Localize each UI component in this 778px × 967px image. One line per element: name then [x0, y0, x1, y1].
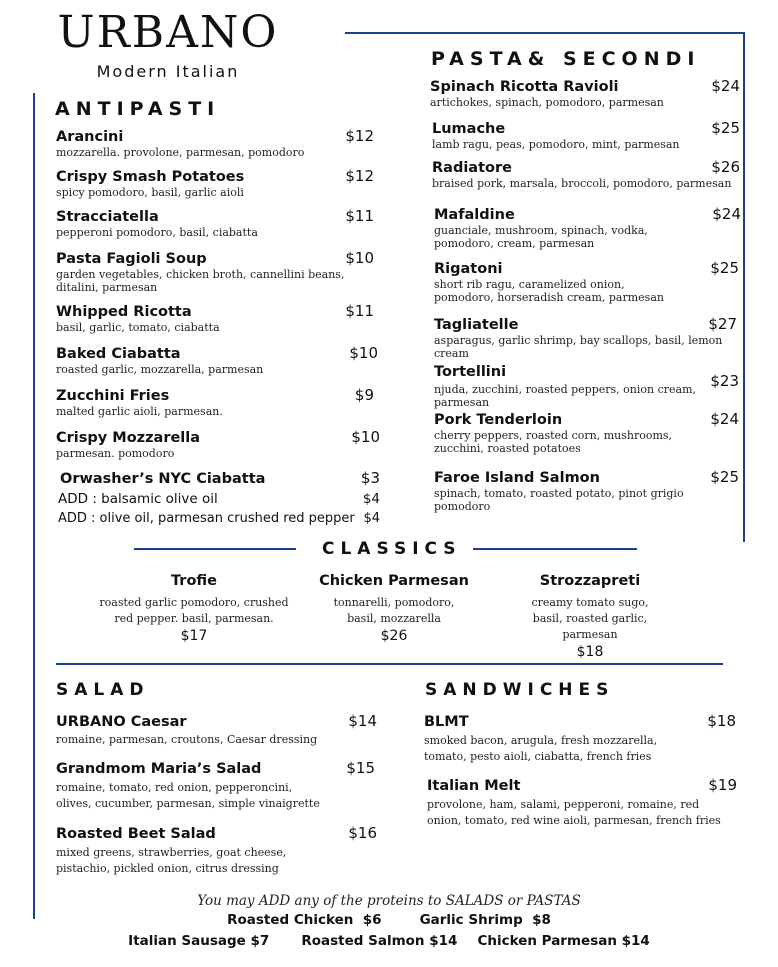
addon-label: ADD : balsamic olive oil	[58, 491, 218, 507]
menu-item	[424, 712, 736, 765]
menu-item	[56, 249, 374, 294]
menu-item	[432, 119, 740, 152]
protein-option: Italian Sausage $7	[128, 933, 270, 949]
item-name: BLMT	[424, 714, 469, 730]
brand-header	[55, 8, 281, 82]
item-description: artichokes, spinach, pomodoro, parmesan	[430, 96, 664, 109]
antipasti-title: ANTIPASTI	[55, 98, 221, 120]
item-price: $17	[180, 628, 208, 644]
item-price: $16	[348, 824, 377, 842]
menu-item	[56, 127, 374, 160]
item-name: Crispy Smash Potatoes	[56, 169, 245, 185]
item-price: $10	[349, 344, 378, 362]
item-name: Roasted Beet Salad	[56, 826, 216, 842]
menu-item	[56, 712, 377, 747]
item-name: Rigatoni	[434, 261, 503, 277]
classics-title: CLASSICS	[322, 539, 462, 559]
addon-line	[58, 511, 380, 526]
item-description: spinach, tomato, roasted potato, pinot grigio pomodoro	[434, 487, 684, 513]
item-price: $24	[711, 77, 740, 95]
protein-addon-note: You may ADD any of the proteins to SALADS or PASTAS	[197, 893, 581, 909]
item-price: $23	[710, 372, 739, 390]
pasta-title: PASTA& SECONDI	[431, 48, 701, 70]
item-description: spicy pomodoro, basil, garlic aioli	[56, 186, 244, 199]
item-description: short rib ragu, caramelized onion, pomodoro, horseradish cream, parmesan	[434, 278, 664, 304]
item-name: Spinach Ricotta Ravioli	[430, 79, 619, 95]
addon-price: $4	[362, 491, 380, 507]
menu-item	[56, 386, 374, 419]
menu-item	[434, 315, 737, 360]
menu-item	[434, 259, 739, 304]
protein-option: Roasted Salmon $14	[301, 933, 458, 949]
item-price: $19	[708, 776, 737, 794]
item-price: $27	[708, 315, 737, 333]
item-description: romaine, parmesan, croutons, Caesar dressing	[56, 733, 318, 746]
item-description: smoked bacon, arugula, fresh mozzarella, tomato, pesto aioli, ciabatta, french fries	[424, 734, 658, 763]
addon-label: ADD : olive oil, parmesan crushed red pepper	[58, 511, 355, 526]
item-name: Stracciatella	[56, 209, 159, 225]
item-price: $15	[346, 759, 375, 777]
item-price: $25	[711, 119, 740, 137]
item-description: cherry peppers, roasted corn, mushrooms, zucchini, roasted potatoes	[434, 429, 673, 455]
item-price: $18	[707, 712, 736, 730]
classic-item	[500, 573, 680, 660]
classic-item	[309, 573, 479, 644]
menu-item	[430, 77, 740, 110]
protein-option: Chicken Parmesan $14	[477, 933, 650, 949]
item-description: malted garlic aioli, parmesan.	[56, 405, 223, 418]
menu-item	[56, 428, 380, 461]
classics-rule-right	[473, 548, 637, 550]
protein-option: Roasted Chicken $6	[227, 912, 382, 928]
addon-line	[58, 491, 380, 507]
classic-item	[99, 573, 289, 644]
protein-options-line-1	[0, 912, 778, 928]
classics-rule-left	[134, 548, 296, 550]
item-name: Crispy Mozzarella	[56, 430, 201, 446]
item-price: $24	[710, 410, 739, 428]
menu-item	[56, 207, 374, 240]
item-name: Tortellini	[434, 364, 507, 380]
item-price: $18	[576, 644, 604, 660]
item-name: Pork Tenderloin	[434, 412, 563, 428]
protein-option: Garlic Shrimp $8	[419, 912, 551, 928]
menu-item	[434, 410, 739, 455]
item-description: roasted garlic, mozzarella, parmesan	[56, 363, 264, 376]
item-price: $25	[710, 259, 739, 277]
item-description: basil, garlic, tomato, ciabatta	[56, 321, 220, 334]
section-divider	[56, 663, 723, 665]
item-price: $25	[710, 468, 739, 486]
menu-item	[434, 468, 739, 513]
item-name: Italian Melt	[427, 778, 521, 794]
menu-item	[60, 469, 380, 487]
restaurant-tagline: Modern Italian	[96, 62, 240, 81]
item-price: $12	[345, 167, 374, 185]
item-description: roasted garlic pomodoro, crushed red pepper. basil, parmesan.	[99, 596, 289, 625]
salad-title: SALAD	[56, 680, 150, 700]
item-name: Trofie	[171, 573, 217, 589]
item-description: guanciale, mushroom, spinach, vodka, pomodoro, cream, parmesan	[434, 224, 648, 250]
item-name: Arancini	[56, 129, 124, 145]
item-description: parmesan. pomodoro	[56, 447, 175, 460]
item-price: $3	[360, 469, 380, 487]
item-price: $26	[380, 628, 408, 644]
item-description: romaine, tomato, red onion, pepperoncini, olives, cucumber, parmesan, simple vinaigrette	[56, 781, 320, 810]
item-description: garden vegetables, chicken broth, cannellini beans, ditalini, parmesan	[56, 268, 345, 294]
menu-item	[434, 362, 739, 409]
item-description: mozzarella. provolone, parmesan, pomodoro	[56, 146, 305, 159]
item-price: $11	[345, 207, 374, 225]
top-rule-right	[345, 32, 745, 34]
item-name: Grandmom Maria’s Salad	[56, 761, 262, 777]
menu-item	[56, 759, 375, 812]
item-price: $10	[351, 428, 380, 446]
restaurant-name: URBANO	[57, 7, 279, 58]
menu-item	[56, 302, 374, 335]
item-name: Tagliatelle	[434, 317, 519, 333]
item-description: pepperoni pomodoro, basil, ciabatta	[56, 226, 258, 239]
item-name: Orwasher’s NYC Ciabatta	[60, 471, 266, 487]
item-name: Faroe Island Salmon	[434, 470, 600, 486]
addon-price: $4	[363, 511, 380, 526]
item-description: creamy tomato sugo, basil, roasted garlic, parmesan	[531, 596, 649, 641]
item-price: $14	[348, 712, 377, 730]
item-price: $9	[354, 386, 374, 404]
item-name: Mafaldine	[434, 207, 515, 223]
item-name: Zucchini Fries	[56, 388, 170, 404]
menu-item	[56, 344, 378, 377]
item-price: $10	[345, 249, 374, 267]
item-description: tonnarelli, pomodoro, basil, mozzarella	[333, 596, 455, 625]
item-name: Whipped Ricotta	[56, 304, 192, 320]
item-price: $26	[711, 158, 740, 176]
item-description: lamb ragu, peas, pomodoro, mint, parmesan	[432, 138, 680, 151]
item-description: njuda, zucchini, roasted peppers, onion cream, parmesan	[434, 383, 697, 409]
menu-item	[56, 167, 374, 200]
item-name: Chicken Parmesan	[319, 573, 469, 589]
item-name: Pasta Fagioli Soup	[56, 251, 207, 267]
item-name: Lumache	[432, 121, 506, 137]
left-border	[33, 93, 35, 919]
item-name: URBANO Caesar	[56, 714, 187, 730]
item-name: Strozzapreti	[539, 573, 641, 589]
item-price: $12	[345, 127, 374, 145]
item-name: Radiatore	[432, 160, 512, 176]
item-name: Baked Ciabatta	[56, 346, 181, 362]
item-description: mixed greens, strawberries, goat cheese, pistachio, pickled onion, citrus dressing	[56, 846, 287, 875]
right-border	[743, 32, 745, 542]
item-description: asparagus, garlic shrimp, bay scallops, basil, lemon cream	[434, 334, 723, 360]
menu-item	[434, 205, 741, 250]
protein-options-line-2	[0, 933, 778, 949]
item-price: $24	[712, 205, 741, 223]
item-price: $11	[345, 302, 374, 320]
menu-item	[432, 158, 740, 191]
sandwiches-title: SANDWICHES	[425, 680, 615, 700]
menu-item	[427, 776, 737, 829]
menu-item	[56, 824, 377, 877]
item-description: braised pork, marsala, broccoli, pomodoro, parmesan	[432, 177, 732, 190]
item-description: provolone, ham, salami, pepperoni, romaine, red onion, tomato, red wine aioli, parmesan, french fries	[427, 798, 721, 827]
